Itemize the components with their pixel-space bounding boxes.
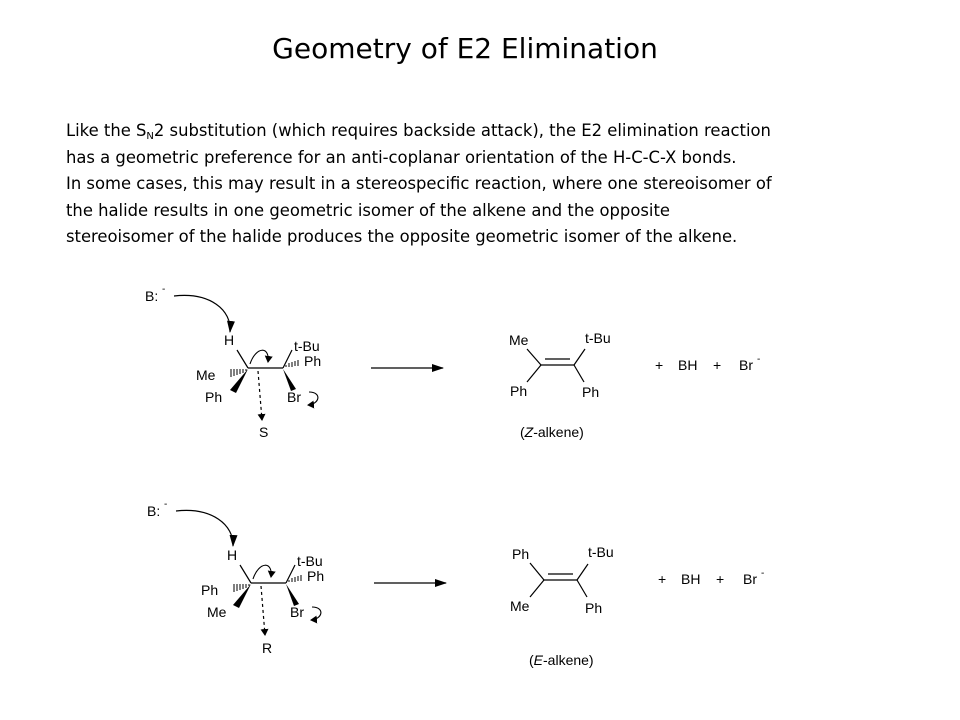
reaction-1 (145, 284, 760, 440)
product-alkene (509, 330, 611, 400)
plus-2: + (713, 357, 722, 373)
base-curved-arrow (176, 510, 233, 546)
paragraph-line-2: has a geometric preference for an anti-coplanar orientation of the H-C-C-X bonds. (66, 147, 737, 167)
paragraph-line-5: stereoisomer of the halide produces the opposite geometric isomer of the alkene. (66, 227, 738, 247)
product-alkene (510, 544, 614, 616)
hashed-wedge-ph-right (289, 575, 301, 582)
ch-bond-curved-arrow (253, 565, 271, 579)
me-label: Me (207, 604, 227, 620)
h-label: H (224, 332, 235, 348)
tbu-label: t-Bu (297, 553, 323, 569)
solid-wedge-br (283, 369, 296, 391)
solid-wedge-br (286, 584, 299, 606)
paragraph-line-4: the halide results in one geometric isomer of the alkene and the opposite (66, 200, 670, 220)
solid-wedge-ph (230, 369, 248, 393)
product-ph-left-label: Ph (510, 383, 528, 399)
base-charge: - (162, 284, 166, 295)
bromide-charge: - (761, 568, 765, 579)
bromide-charge: - (757, 354, 761, 365)
tbu-label: t-Bu (294, 338, 320, 354)
reaction-2 (147, 499, 764, 668)
product-tbu-label: t-Bu (588, 544, 614, 560)
product-ph-right-label: Ph (582, 384, 600, 400)
line1-text-a: Like the S (66, 121, 147, 140)
plus-2: + (716, 571, 725, 587)
line1-text-b: 2 substitution (which requires backside attack), the E2 elimination reaction (153, 121, 771, 140)
alkene-caption: (Z-alkene) (520, 424, 584, 440)
paragraph-line-3: In some cases, this may result in a stereospecific reaction, where one stereoisomer of (66, 174, 772, 194)
backside-dashed-arrow (261, 586, 265, 635)
plus-1: + (658, 571, 667, 587)
hashed-wedge-ph-right (286, 360, 298, 367)
br-label: Br (287, 389, 301, 405)
stereo-label: R (262, 640, 273, 656)
br-leaving-curved-arrow (311, 607, 321, 620)
bh-label: BH (681, 571, 701, 587)
backside-dashed-arrow (258, 371, 262, 420)
c-h-bond (237, 350, 248, 368)
c-h-bond (240, 565, 251, 583)
base-curved-arrow (174, 295, 230, 332)
sn2-subscript: N (146, 131, 154, 142)
ph-left-label: Ph (205, 389, 223, 405)
bromide-label: Br (739, 357, 753, 373)
bh-label: BH (678, 357, 698, 373)
stereo-label: S (259, 424, 269, 440)
ph-left-label: Ph (201, 582, 219, 598)
base-label: B: (147, 503, 161, 519)
ch-bond-curved-arrow (250, 350, 268, 364)
me-label: Me (196, 367, 216, 383)
ph-right-label: Ph (307, 568, 325, 584)
plus-1: + (655, 357, 664, 373)
c-tbu-bond (286, 565, 295, 583)
solid-wedge-me (233, 584, 251, 608)
base-charge: - (164, 499, 168, 510)
product-ph-left-label: Ph (512, 546, 530, 562)
product-ph-right-label: Ph (585, 600, 603, 616)
slide-title: Geometry of E2 Elimination (272, 32, 658, 65)
br-label: Br (290, 604, 304, 620)
base-label: B: (145, 288, 159, 304)
product-me-label: Me (510, 598, 530, 614)
product-me-label: Me (509, 332, 529, 348)
c-tbu-bond (283, 350, 292, 368)
h-label: H (227, 547, 238, 563)
bromide-label: Br (743, 571, 757, 587)
product-tbu-label: t-Bu (585, 330, 611, 346)
ph-right-label: Ph (304, 353, 322, 369)
alkene-caption: (E-alkene) (529, 652, 594, 668)
br-leaving-curved-arrow (308, 392, 318, 405)
